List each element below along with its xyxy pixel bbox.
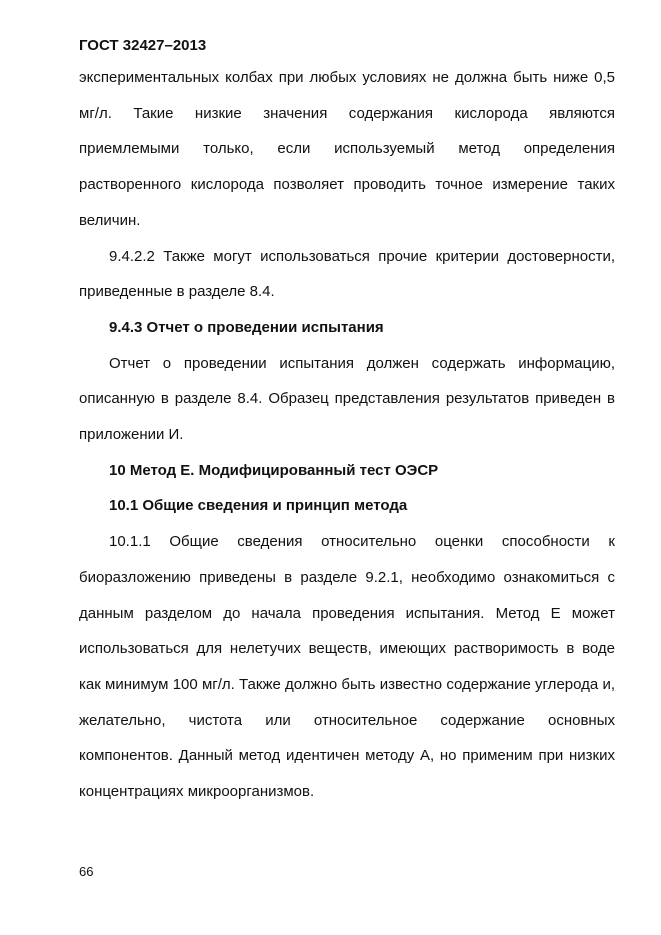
- paragraph-oxygen-requirement: экспериментальных колбах при любых условиях не должна быть ниже 0,5 мг/л. Такие низкие значения содержания кислорода являются приемлемыми только, если используемый метод определения растворенного кислорода позволяет проводить точное измерение таких величин.: [79, 69, 615, 229]
- section-heading-10-1: 10.1 Общие сведения и принцип метода: [109, 497, 408, 515]
- document-body: [79, 60, 615, 810]
- document-header: ГОСТ 32427–2013: [79, 37, 207, 54]
- page-number: 66: [79, 864, 94, 879]
- paragraph-10-1-1: 10.1.1 Общие сведения относительно оценки способности к биоразложению приведены в разделе 9.2.1, необходимо ознакомиться с данным разделом до начала проведения испытания. Метод Е может использоваться для нелетучих веществ, имеющих растворимость в воде как минимум 100 мг/л. Также должно быть известно содержание углерода и, желательно, чистота или относительное содержание основных компонентов. Данный метод идентичен методу А, но применим при низких концентрациях микроорганизмов.: [79, 533, 615, 801]
- section-heading-10: 10 Метод Е. Модифицированный тест ОЭСР: [109, 461, 439, 479]
- section-heading-9-4-3: 9.4.3 Отчет о проведении испытания: [109, 318, 384, 336]
- paragraph-test-report: Отчет о проведении испытания должен содержать информацию, описанную в разделе 8.4. Образец представления результатов приведен в приложении И.: [79, 354, 615, 444]
- paragraph-9-4-2-2: 9.4.2.2 Также могут использоваться прочие критерии достоверности, приведенные в разделе 8.4.: [79, 247, 615, 301]
